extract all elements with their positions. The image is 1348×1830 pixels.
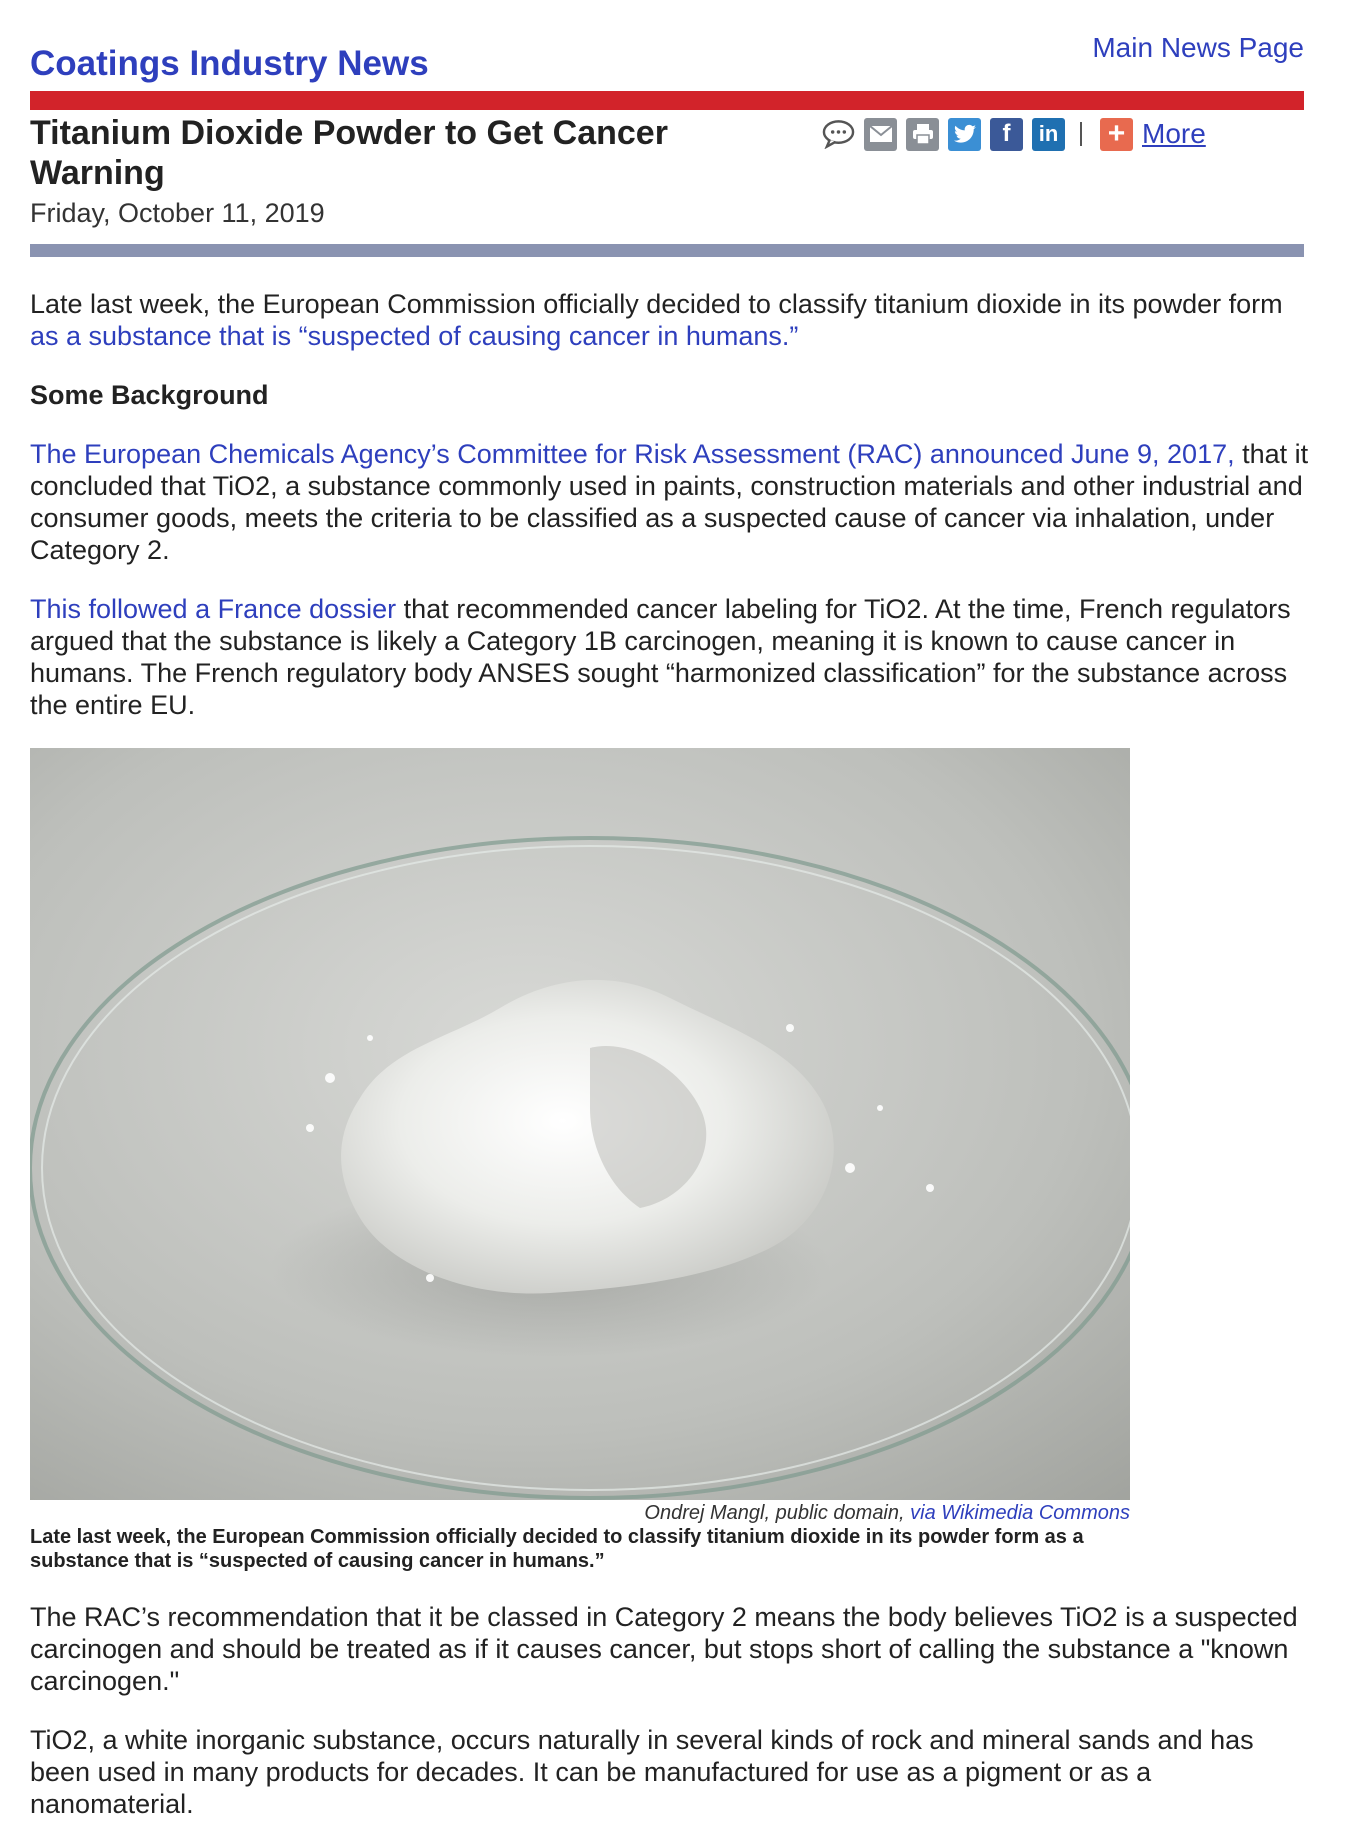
article-date: Friday, October 11, 2019 [30,198,325,228]
article-title: Titanium Dioxide Powder to Get Cancer Warning [30,114,668,192]
section-heading: Some Background [30,380,269,410]
facebook-icon[interactable]: f [990,118,1023,151]
header-red-divider [30,91,1304,110]
more-share-link[interactable]: More [1142,118,1206,149]
email-icon[interactable] [864,118,897,151]
rac-announcement-link[interactable]: The European Chemicals Agency’s Committee for Risk Assessment (RAC) announced June 9, 2017, [30,439,1235,469]
article-body [30,288,1310,1830]
france-dossier-link[interactable]: This followed a France dossier [30,594,397,624]
paragraph-4: The RAC’s recommendation that it be classed in Category 2 means the body believes TiO2 is a suspected carcinogen and should be treated as if it causes cancer, but stops short of calling the substance a "known carcinogen." [30,1602,1298,1696]
ec-classification-link[interactable]: as a substance that is “suspected of causing cancer in humans.” [30,321,799,351]
paragraph-5: TiO2, a white inorganic substance, occurs naturally in several kinds of rock and mineral sands and has been used in many products for decades. It can be manufactured for use as a pigment or as a nanomaterial. [30,1725,1254,1819]
titanium-dioxide-powder-photo [30,748,1130,1500]
linkedin-icon[interactable]: in [1032,118,1065,151]
comment-icon[interactable] [822,118,855,151]
twitter-icon[interactable] [948,118,981,151]
photo-credit: Ondrej Mangl, public domain, via Wikimedia Commons [644,1502,1130,1524]
share-toolbar [822,117,1206,151]
print-icon[interactable] [906,118,939,151]
photo-caption: Late last week, the European Commission officially decided to classify titanium dioxide in its powder form as a substance that is “suspected of causing cancer in humans.” [30,1526,1084,1572]
main-news-page-link[interactable]: Main News Page [1092,32,1304,63]
title-gray-divider [30,244,1304,257]
wikimedia-link[interactable]: via Wikimedia Commons [910,1502,1130,1524]
paragraph-1: Late last week, the European Commission officially decided to classify titanium dioxide in its powder form as a substance that is “suspected of causing cancer in humans.” [30,289,1283,351]
paragraph-2: The European Chemicals Agency’s Committee for Risk Assessment (RAC) announced June 9, 2017, that it concluded that TiO2, a substance commonly used in paints, construction materials and other industrial and consumer goods, meets the criteria to be classified as a suspected cause of cancer via inhalation, under Category 2. [30,439,1309,565]
site-title[interactable]: Coatings Industry News [30,44,429,83]
paragraph-3: This followed a France dossier that recommended cancer labeling for TiO2. At the time, French regulators argued that the substance is likely a Category 1B carcinogen, meaning it is known to cause cancer in humans. The French regulatory body ANSES sought “harmonized classification” for the substance across the entire EU. [30,594,1291,720]
share-separator [1080,122,1082,146]
plus-icon[interactable]: + [1100,118,1133,151]
